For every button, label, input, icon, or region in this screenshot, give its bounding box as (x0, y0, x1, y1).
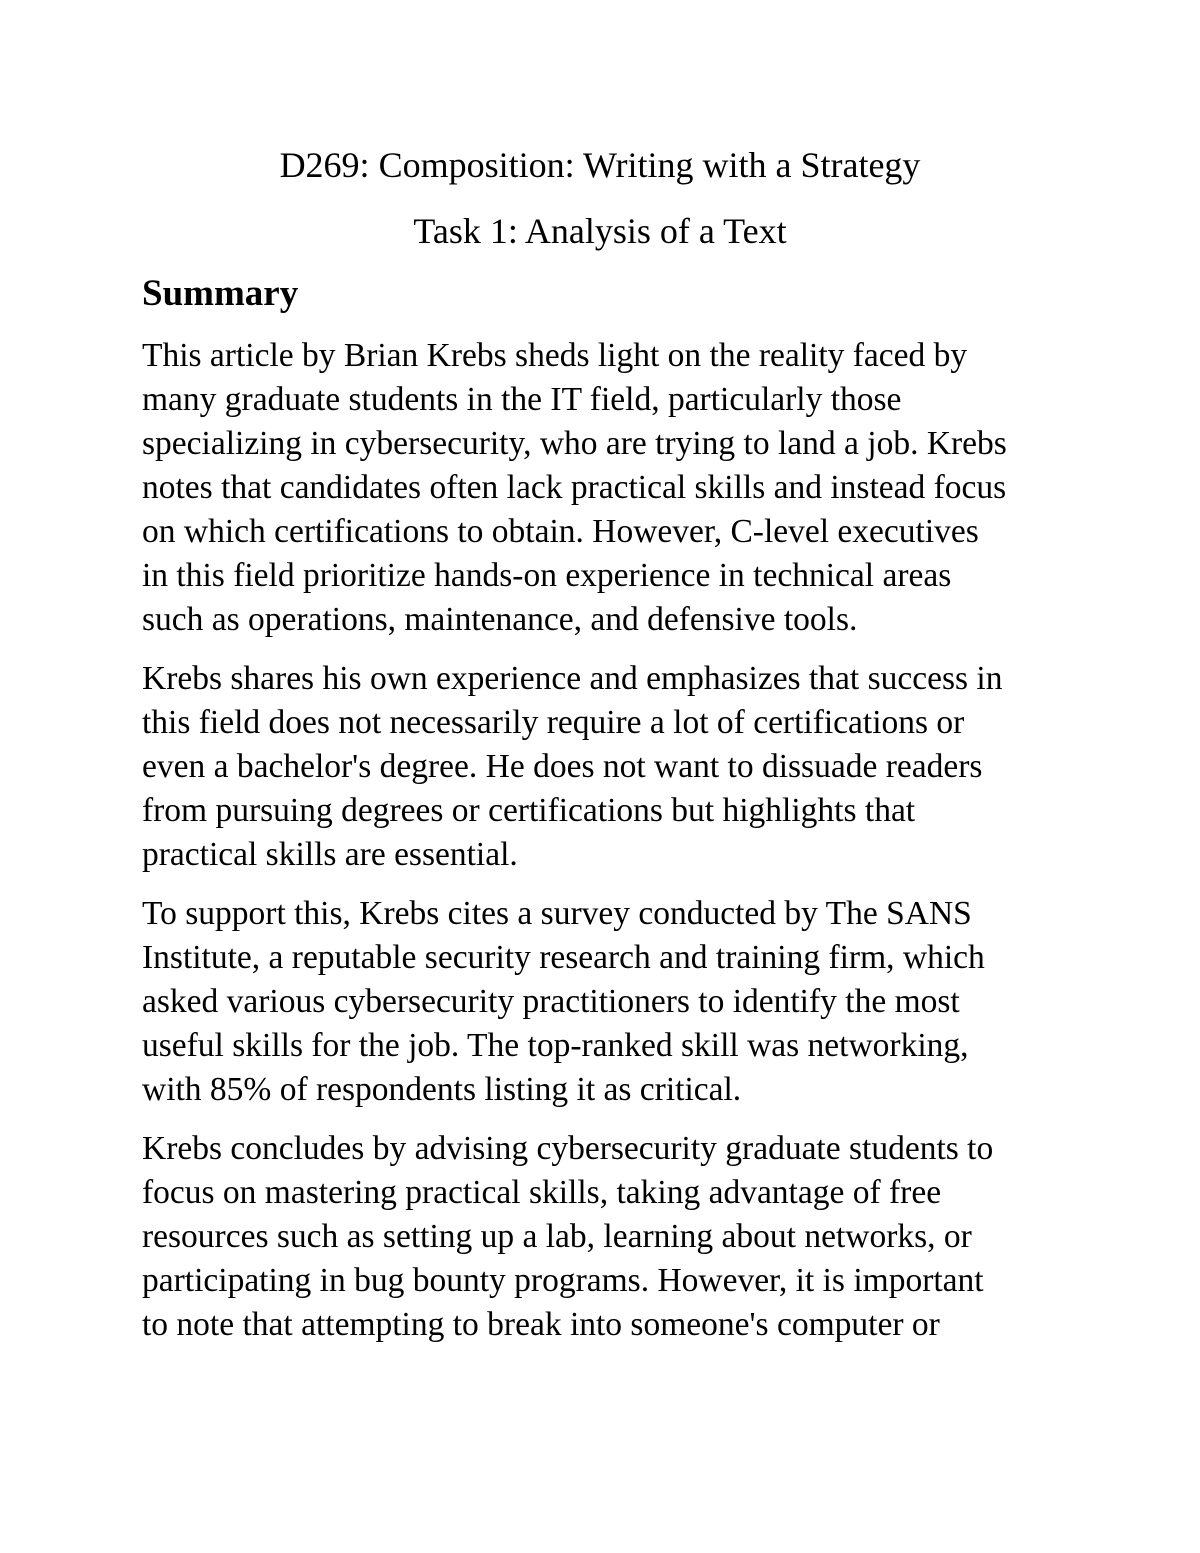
paragraph-line: practical skills are essential. (142, 836, 518, 873)
course-title: D269: Composition: Writing with a Strategy (279, 145, 921, 185)
paragraph-line: specializing in cybersecurity, who are trying to land a job. Krebs (142, 425, 1007, 462)
paragraph-line: this field does not necessarily require a lot of certifications or (142, 704, 965, 741)
paragraph-line: to note that attempting to break into someone's computer or (142, 1306, 940, 1343)
paragraph-line: with 85% of respondents listing it as critical. (142, 1071, 742, 1108)
paragraph-line: Institute, a reputable security research and training firm, which (142, 939, 985, 976)
paragraph-line: on which certifications to obtain. However, C-level executives (142, 513, 979, 550)
paragraph-line: asked various cybersecurity practitioners to identify the most (142, 983, 960, 1020)
paragraph-line: notes that candidates often lack practical skills and instead focus (142, 469, 1007, 506)
paragraph-list (142, 334, 1062, 1347)
paragraph-line: such as operations, maintenance, and defensive tools. (142, 601, 858, 638)
body-paragraph (142, 334, 1062, 642)
paragraph-line: from pursuing degrees or certifications but highlights that (142, 792, 916, 829)
paragraph-line: Krebs concludes by advising cybersecurity graduate students to (142, 1130, 994, 1167)
paragraph-line: useful skills for the job. The top-ranked skill was networking, (142, 1027, 969, 1064)
paragraph-line: Krebs shares his own experience and emphasizes that success in (142, 660, 1003, 697)
paragraph-line: To support this, Krebs cites a survey conducted by The SANS (142, 895, 972, 932)
paragraph-line: focus on mastering practical skills, taking advantage of free (142, 1174, 942, 1211)
body-paragraph (142, 1127, 1062, 1347)
paragraph-line: participating in bug bounty programs. However, it is important (142, 1262, 984, 1299)
paragraph-line: many graduate students in the IT field, particularly those (142, 381, 902, 418)
paragraph-line: in this field prioritize hands-on experience in technical areas (142, 557, 952, 594)
paragraph-line: even a bachelor's degree. He does not want to dissuade readers (142, 748, 983, 785)
document-body (142, 138, 1062, 1362)
section-heading: Summary (142, 273, 299, 314)
paragraph-line: This article by Brian Krebs sheds light on the reality faced by (142, 337, 968, 374)
body-paragraph (142, 892, 1062, 1112)
task-title: Task 1: Analysis of a Text (413, 211, 787, 251)
body-paragraph (142, 657, 1062, 877)
paragraph-line: resources such as setting up a lab, learning about networks, or (142, 1218, 972, 1255)
